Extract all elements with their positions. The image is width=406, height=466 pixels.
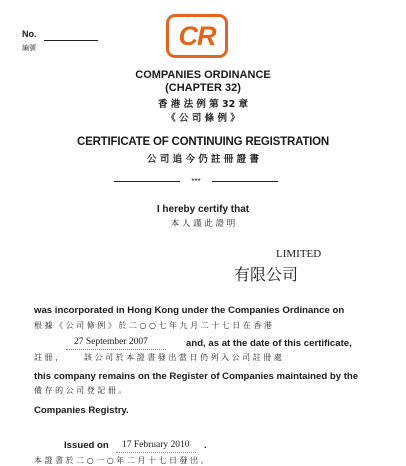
incorporation-date-line <box>66 349 166 350</box>
register-maintained-zh: 備 存 的 公 司 登 記 冊 。 <box>34 386 127 395</box>
ordinance-name-zh: 《 公 司 條 例 》 <box>166 113 240 124</box>
certificate-number-label-zh: 編號 <box>22 44 36 52</box>
issued-period: . <box>204 440 207 451</box>
company-suffix-zh: 有限公司 <box>234 265 299 284</box>
incorporation-statement-zh: 根 據 《 公 司 條 例 》 於 二 ○ ○ 七 年 九 月 二 十 七 日 在 香 港 <box>34 321 272 330</box>
companies-registry: Companies Registry. <box>34 405 129 416</box>
ordinance-title-zh: 香 港 法 例 第 32 章 <box>157 99 249 110</box>
register-statement-zh: 該 公 司 於 本 證 書 發 出 當 日 仍 列 入 公 司 註 冊 處 <box>84 353 282 362</box>
company-suffix: LIMITED <box>276 248 322 260</box>
incorporation-date: 27 September 2007 <box>74 337 148 347</box>
issued-statement-zh: 本 證 書 於 二 ○ 一 ○ 年 二 月 十 七 日 發 出 。 <box>34 456 209 465</box>
companies-registry-logo: CR <box>166 14 228 58</box>
incorporation-statement: was incorporated in Hong Kong under the Companies Ordinance on <box>34 305 345 316</box>
ordinance-title: COMPANIES ORDINANCE <box>135 69 271 81</box>
certificate-title: CERTIFICATE OF CONTINUING REGISTRATION <box>77 136 329 148</box>
certificate-date-statement: and, as at the date of this certificate, <box>186 338 352 349</box>
issued-label: Issued on <box>64 440 109 451</box>
issued-date-line <box>116 452 196 453</box>
ordinance-chapter: (CHAPTER 32) <box>165 82 241 94</box>
certificate-title-zh: 公 司 追 今 仍 註 冊 證 書 <box>147 154 259 165</box>
separator-left-line <box>114 181 180 182</box>
certificate-number-label: No. <box>22 29 37 39</box>
certify-statement-zh: 本 人 謹 此 證 明 <box>170 219 236 229</box>
register-statement: this company remains on the Register of Companies maintained by the <box>34 371 359 382</box>
certificate-number-field <box>44 40 98 41</box>
separator-right-line <box>212 181 278 182</box>
separator-stars: *** <box>191 177 201 186</box>
issued-date: 17 February 2010 <box>122 440 190 450</box>
registration-zh: 註 冊 ， <box>34 353 64 362</box>
certify-statement: I hereby certify that <box>156 204 250 215</box>
